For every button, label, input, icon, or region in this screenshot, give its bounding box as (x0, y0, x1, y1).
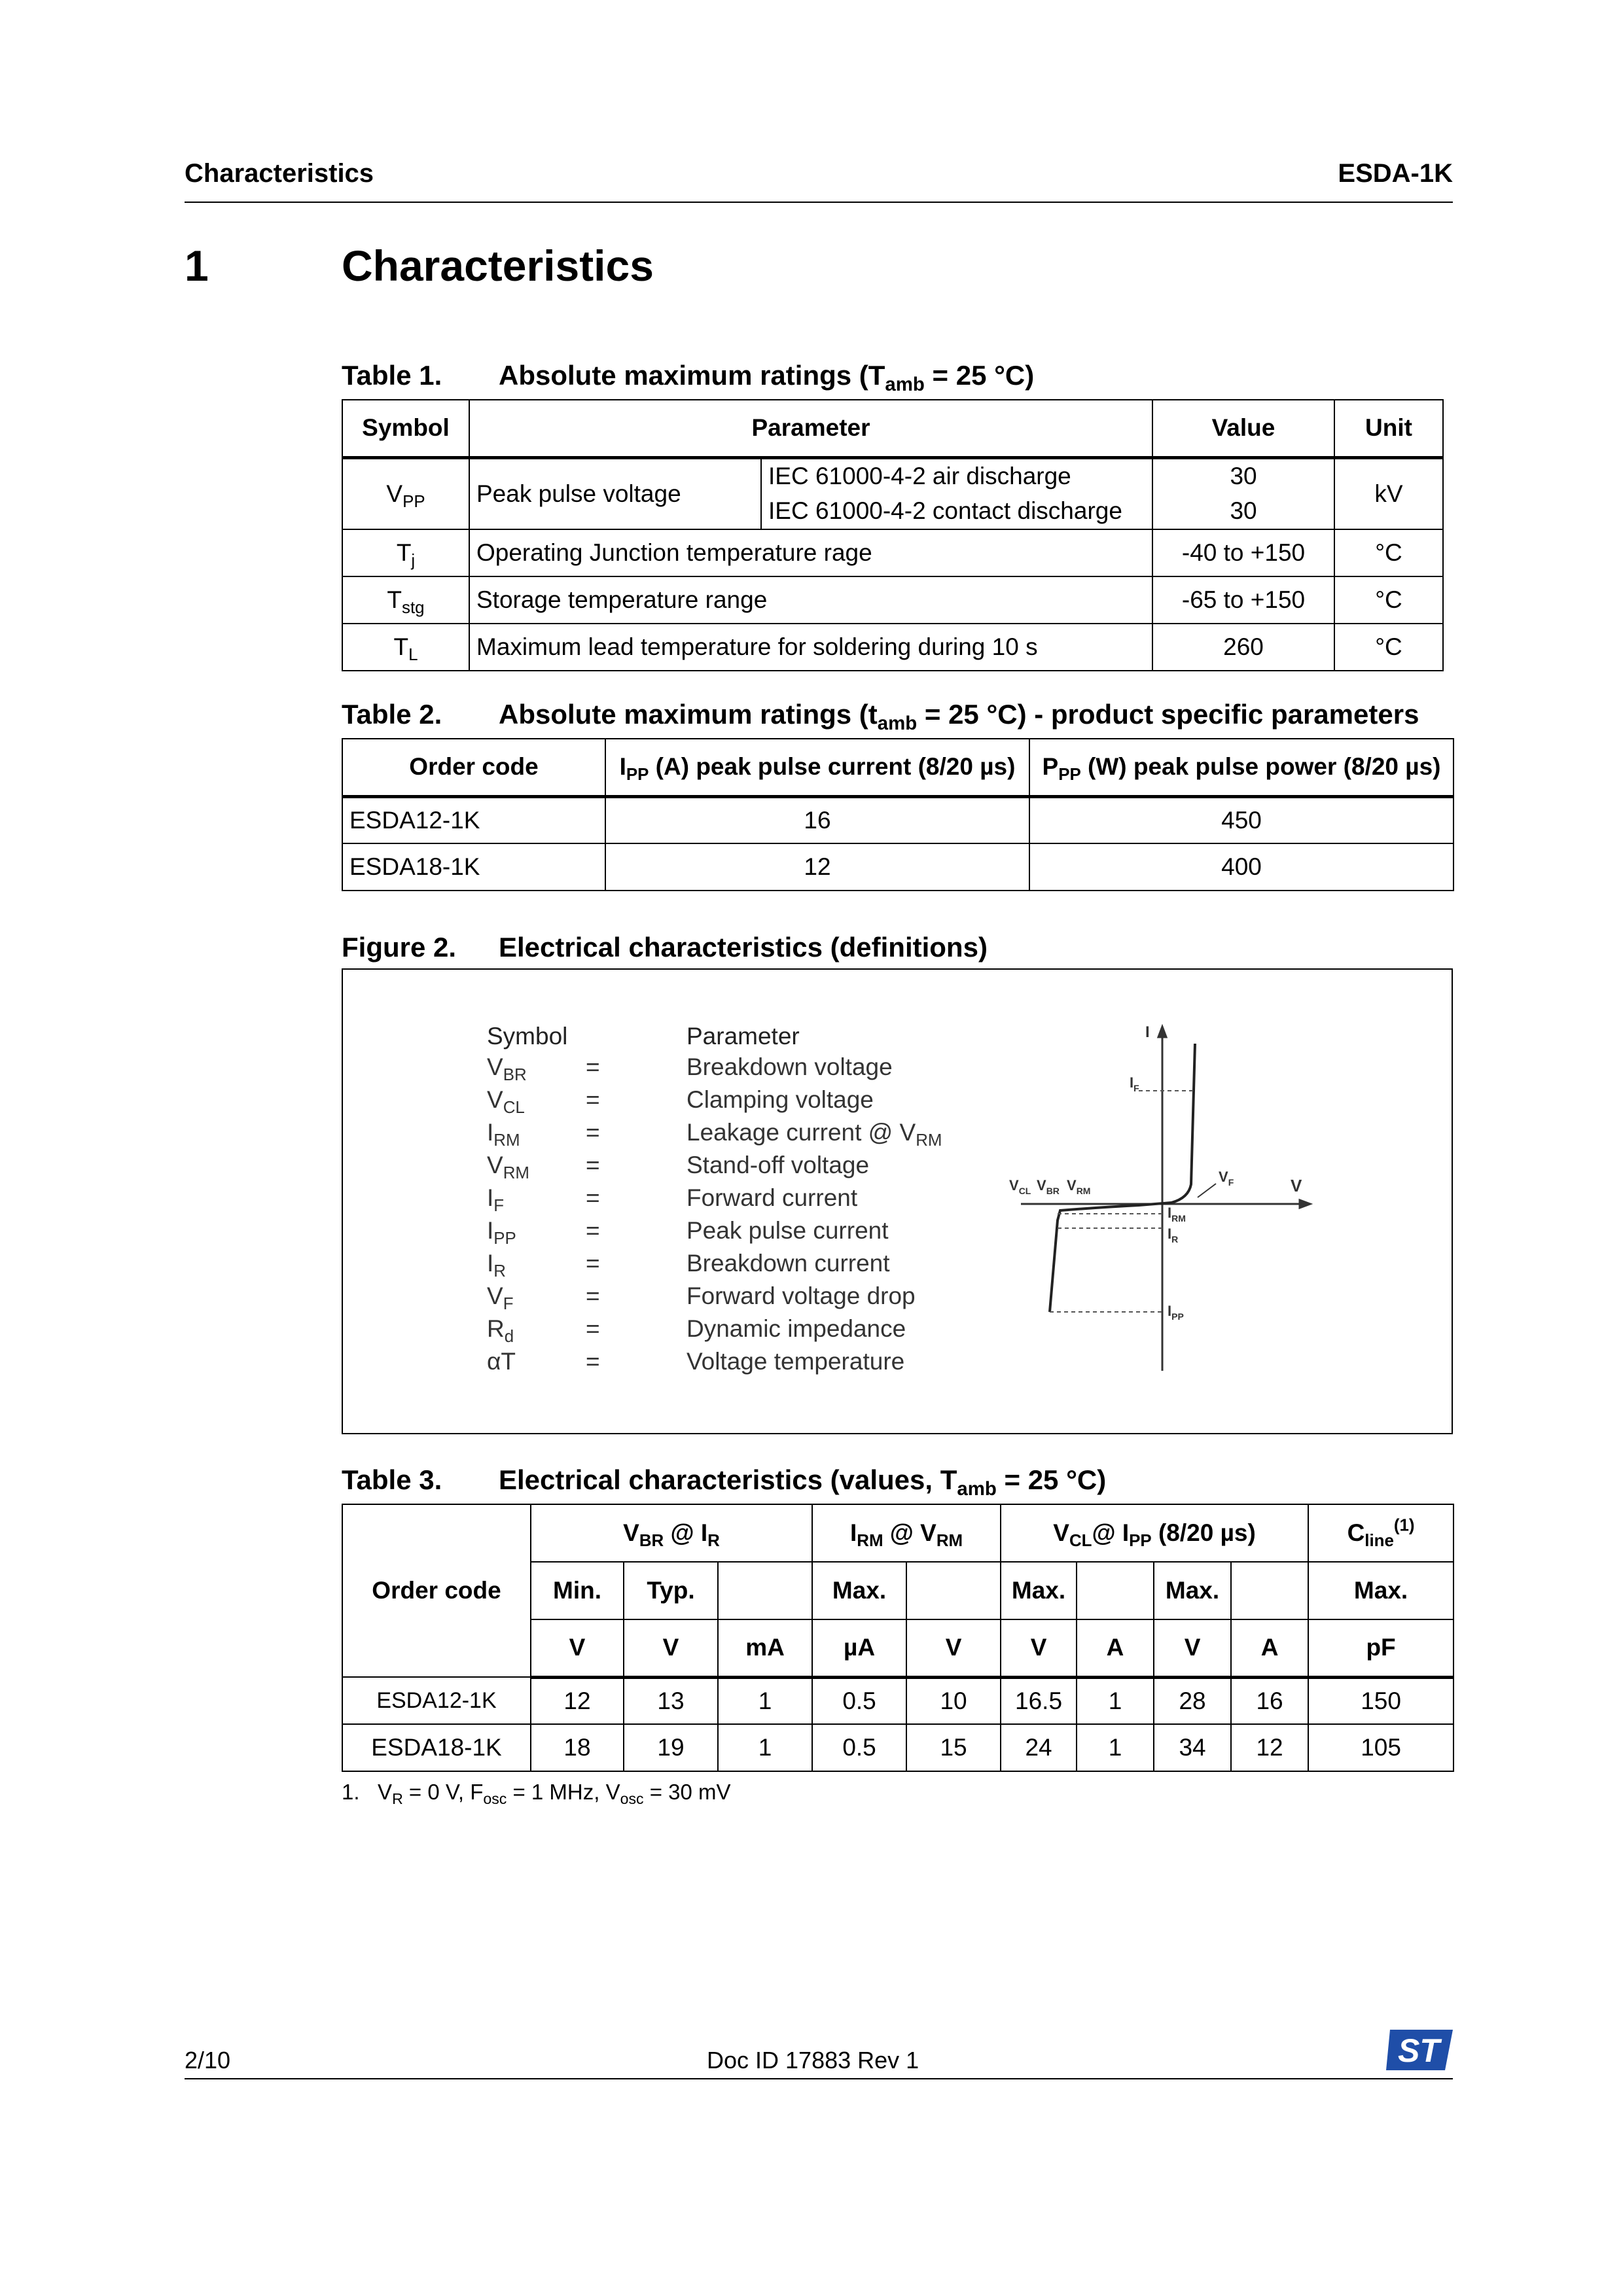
definition-symbol: αT (487, 1348, 516, 1375)
definition-symbol: $I_{RM}$ (487, 1119, 520, 1150)
definition-symbol: $I_F$ (487, 1184, 505, 1215)
table3-cell: 13 (624, 1677, 718, 1724)
table1-cell-condition: IEC 61000-4-2 contact discharge (761, 493, 1152, 529)
table3-subheader: Max. (812, 1562, 906, 1619)
definition-equals: = (586, 1119, 600, 1146)
table3-cell-order-code: ESDA12-1K (342, 1677, 531, 1724)
footer-rule (185, 2078, 1453, 2079)
table2-cell-ipp: 16 (605, 796, 1029, 843)
vbr-label: $V_{BR}$ (1037, 1177, 1060, 1196)
table1-cell-symbol: $V_{PP}$ (342, 457, 469, 529)
table3-header-order-code: Order code (342, 1504, 531, 1677)
definition-parameter: Voltage temperature (687, 1348, 905, 1375)
table3-cell: 0.5 (812, 1677, 906, 1724)
table3-subheader: Max. (1308, 1562, 1454, 1619)
table1-cell-unit: °C (1334, 529, 1443, 576)
definition-symbol: $I_{PP}$ (487, 1217, 516, 1248)
table3-footnote: 1. $V_R = 0$ V, $F_{osc} = 1$ MHz, $V_{osc} = 30$ mV (342, 1780, 731, 1807)
table2-cell-ppp: 450 (1029, 796, 1454, 843)
table3-cell: 1 (1077, 1677, 1154, 1724)
table1-cell-parameter: Maximum lead temperature for soldering during 10 s (469, 624, 1152, 671)
table3-header-vcl: $V_{CL}@$ $I_{PP}$ (8/20 µs) (1001, 1504, 1308, 1562)
current-axis-arrow (1158, 1027, 1166, 1037)
table3-label: Table 3. (342, 1464, 442, 1495)
table1-cell-symbol: $T_{stg}$ (342, 576, 469, 624)
figure2-parameter-header: Parameter (687, 1023, 800, 1050)
definition-parameter: Dynamic impedance (687, 1315, 906, 1342)
table3-cell: 12 (531, 1677, 624, 1724)
table3-unit: V (624, 1619, 718, 1677)
table1-header-symbol: Symbol (342, 400, 469, 457)
definition-equals: = (586, 1315, 600, 1342)
definition-parameter: Forward current (687, 1184, 858, 1211)
definition-equals: = (586, 1184, 600, 1211)
table1-cell-unit: °C (1334, 624, 1443, 671)
table1-cell-parameter: Operating Junction temperature rage (469, 529, 1152, 576)
table3-subheader: Max. (1154, 1562, 1231, 1619)
table1-cell-parameter: Peak pulse voltage (469, 457, 761, 529)
table1-cell-symbol: $T_L$ (342, 624, 469, 671)
definition-symbol: $V_F$ (487, 1282, 514, 1313)
vrm-label: $V_{RM}$ (1067, 1177, 1091, 1196)
voltage-axis-arrow (1300, 1200, 1310, 1208)
table3-cell: 1 (718, 1677, 812, 1724)
table1-header-unit: Unit (1334, 400, 1443, 457)
table3-cell: 16 (1231, 1677, 1308, 1724)
definition-parameter: Forward voltage drop (687, 1282, 916, 1309)
definition-equals: = (586, 1250, 600, 1277)
table3-header-irm: $I_{RM}$ @ $V_{RM}$ (812, 1504, 1001, 1562)
table3-cell: 0.5 (812, 1724, 906, 1771)
table3-subheader (1077, 1562, 1154, 1619)
if-label: $I_F$ (1130, 1074, 1139, 1093)
definition-symbol: $I_R$ (487, 1250, 506, 1280)
table3-subheader: Min. (531, 1562, 624, 1619)
table3-cell: 16.5 (1001, 1677, 1077, 1724)
table1-cell-parameter: Storage temperature range (469, 576, 1152, 624)
definition-equals: = (586, 1217, 600, 1244)
table3-unit: V (1154, 1619, 1231, 1677)
st-logo (1386, 2030, 1453, 2070)
table3-cell: 28 (1154, 1677, 1231, 1724)
section-number: 1 (185, 241, 209, 290)
table3-header-vbr: $V_{BR}$ @ $I_R$ (531, 1504, 812, 1562)
definition-parameter: Clamping voltage (687, 1086, 874, 1113)
table3-unit: V (531, 1619, 624, 1677)
table3-cell-order-code: ESDA18-1K (342, 1724, 531, 1771)
table2-header-order-code: Order code (342, 739, 605, 796)
running-header-right: ESDA-1K (1338, 159, 1453, 188)
ir-label: $I_R$ (1168, 1226, 1179, 1245)
table3-cell: 1 (718, 1724, 812, 1771)
table3-header-cline: $C_{line}^{(1)}$ (1308, 1504, 1454, 1562)
table1-cell-value: 30 (1152, 493, 1334, 529)
table2-cell-ppp: 400 (1029, 843, 1454, 891)
doc-id: Doc ID 17883 Rev 1 (707, 2047, 919, 2074)
table3-cell: 34 (1154, 1724, 1231, 1771)
table3-unit: A (1231, 1619, 1308, 1677)
table3-title: Electrical characteristics (values, $T_{amb} = 25$ °C) (499, 1464, 1107, 1500)
axis-label-v: V (1291, 1176, 1302, 1195)
vf-leader-line (1198, 1184, 1216, 1197)
definition-symbol: $V_{CL}$ (487, 1086, 525, 1117)
table3-unit: V (906, 1619, 1001, 1677)
table3-cell: 12 (1231, 1724, 1308, 1771)
table3-unit: pF (1308, 1619, 1454, 1677)
table1-cell-value: -65 to +150 (1152, 576, 1334, 624)
irm-label: $I_{RM}$ (1168, 1205, 1186, 1224)
table3-unit: A (1077, 1619, 1154, 1677)
page-number: 2/10 (185, 2047, 231, 2074)
definition-parameter: Breakdown current (687, 1250, 890, 1277)
table1-title: Absolute maximum ratings ($T_{amb} = 25$ °C) (499, 360, 1035, 395)
figure2-symbol-header: Symbol (487, 1023, 568, 1050)
figure2-title: Electrical characteristics (definitions) (499, 932, 988, 963)
table2-header-ipp: $I_{PP}$ (A) peak pulse current (8/20 µs) (605, 739, 1029, 796)
table2-title: Absolute maximum ratings ($t_{amb} = 25$ °C) - product specific parameters (499, 699, 1419, 734)
table1-cell-value: 30 (1152, 457, 1334, 493)
definition-equals: = (586, 1086, 600, 1113)
table3-subheader: Typ. (624, 1562, 718, 1619)
ipp-label: $I_{PP}$ (1168, 1303, 1184, 1322)
table3-cell: 19 (624, 1724, 718, 1771)
vcl-label: $V_{CL}$ (1009, 1177, 1031, 1196)
definition-parameter: Breakdown voltage (687, 1053, 893, 1080)
table1-cell-unit: °C (1334, 576, 1443, 624)
axis-label-i: I (1145, 1023, 1150, 1041)
table2-header-ppp: $P_{PP}$ (W) peak pulse power (8/20 µs) (1029, 739, 1454, 796)
table3-subheader (906, 1562, 1001, 1619)
table3-subheader (1231, 1562, 1308, 1619)
st-logo-text: ST (1398, 2032, 1440, 2069)
table3-cell: 150 (1308, 1677, 1454, 1724)
table2-cell-ipp: 12 (605, 843, 1029, 891)
table1-cell-condition: IEC 61000-4-2 air discharge (761, 457, 1152, 493)
definition-equals: = (586, 1053, 600, 1080)
iv-characteristic-diagram (1008, 1017, 1322, 1384)
table1-cell-symbol: $T_j$ (342, 529, 469, 576)
definition-equals: = (586, 1282, 600, 1309)
table3-cell: 10 (906, 1677, 1001, 1724)
table3-subheader (718, 1562, 812, 1619)
table3-subheader: Max. (1001, 1562, 1077, 1619)
table2-label: Table 2. (342, 699, 442, 730)
table3-unit: V (1001, 1619, 1077, 1677)
table1-header-value: Value (1152, 400, 1334, 457)
vf-label: $V_F$ (1219, 1169, 1234, 1188)
table1-header-parameter: Parameter (469, 400, 1152, 457)
table3-cell: 18 (531, 1724, 624, 1771)
table1-label: Table 1. (342, 360, 442, 391)
definition-symbol: $V_{RM}$ (487, 1152, 529, 1182)
table3-cell: 105 (1308, 1724, 1454, 1771)
table1-cell-value: -40 to +150 (1152, 529, 1334, 576)
section-title: Characteristics (342, 241, 654, 290)
table2-cell-order-code: ESDA12-1K (342, 796, 605, 843)
running-header-left: Characteristics (185, 159, 374, 188)
table1-cell-value: 260 (1152, 624, 1334, 671)
table3-cell: 1 (1077, 1724, 1154, 1771)
definition-equals: = (586, 1152, 600, 1178)
definition-symbol: $R_d$ (487, 1315, 514, 1346)
definition-symbol: $V_{BR}$ (487, 1053, 527, 1084)
table2 (342, 738, 1454, 891)
table1-cell-unit: kV (1334, 457, 1443, 529)
definition-parameter: Peak pulse current (687, 1217, 889, 1244)
definition-equals: = (586, 1348, 600, 1375)
table1 (342, 399, 1444, 671)
table3-unit: µA (812, 1619, 906, 1677)
table3-cell: 15 (906, 1724, 1001, 1771)
table3-cell: 24 (1001, 1724, 1077, 1771)
table3-unit: mA (718, 1619, 812, 1677)
table3 (342, 1504, 1454, 1772)
figure2-label: Figure 2. (342, 932, 457, 963)
header-rule (185, 202, 1453, 203)
table2-cell-order-code: ESDA18-1K (342, 843, 605, 891)
definition-parameter: Stand-off voltage (687, 1152, 870, 1178)
definition-parameter: Leakage current @ $V_{RM}$ (687, 1119, 942, 1150)
